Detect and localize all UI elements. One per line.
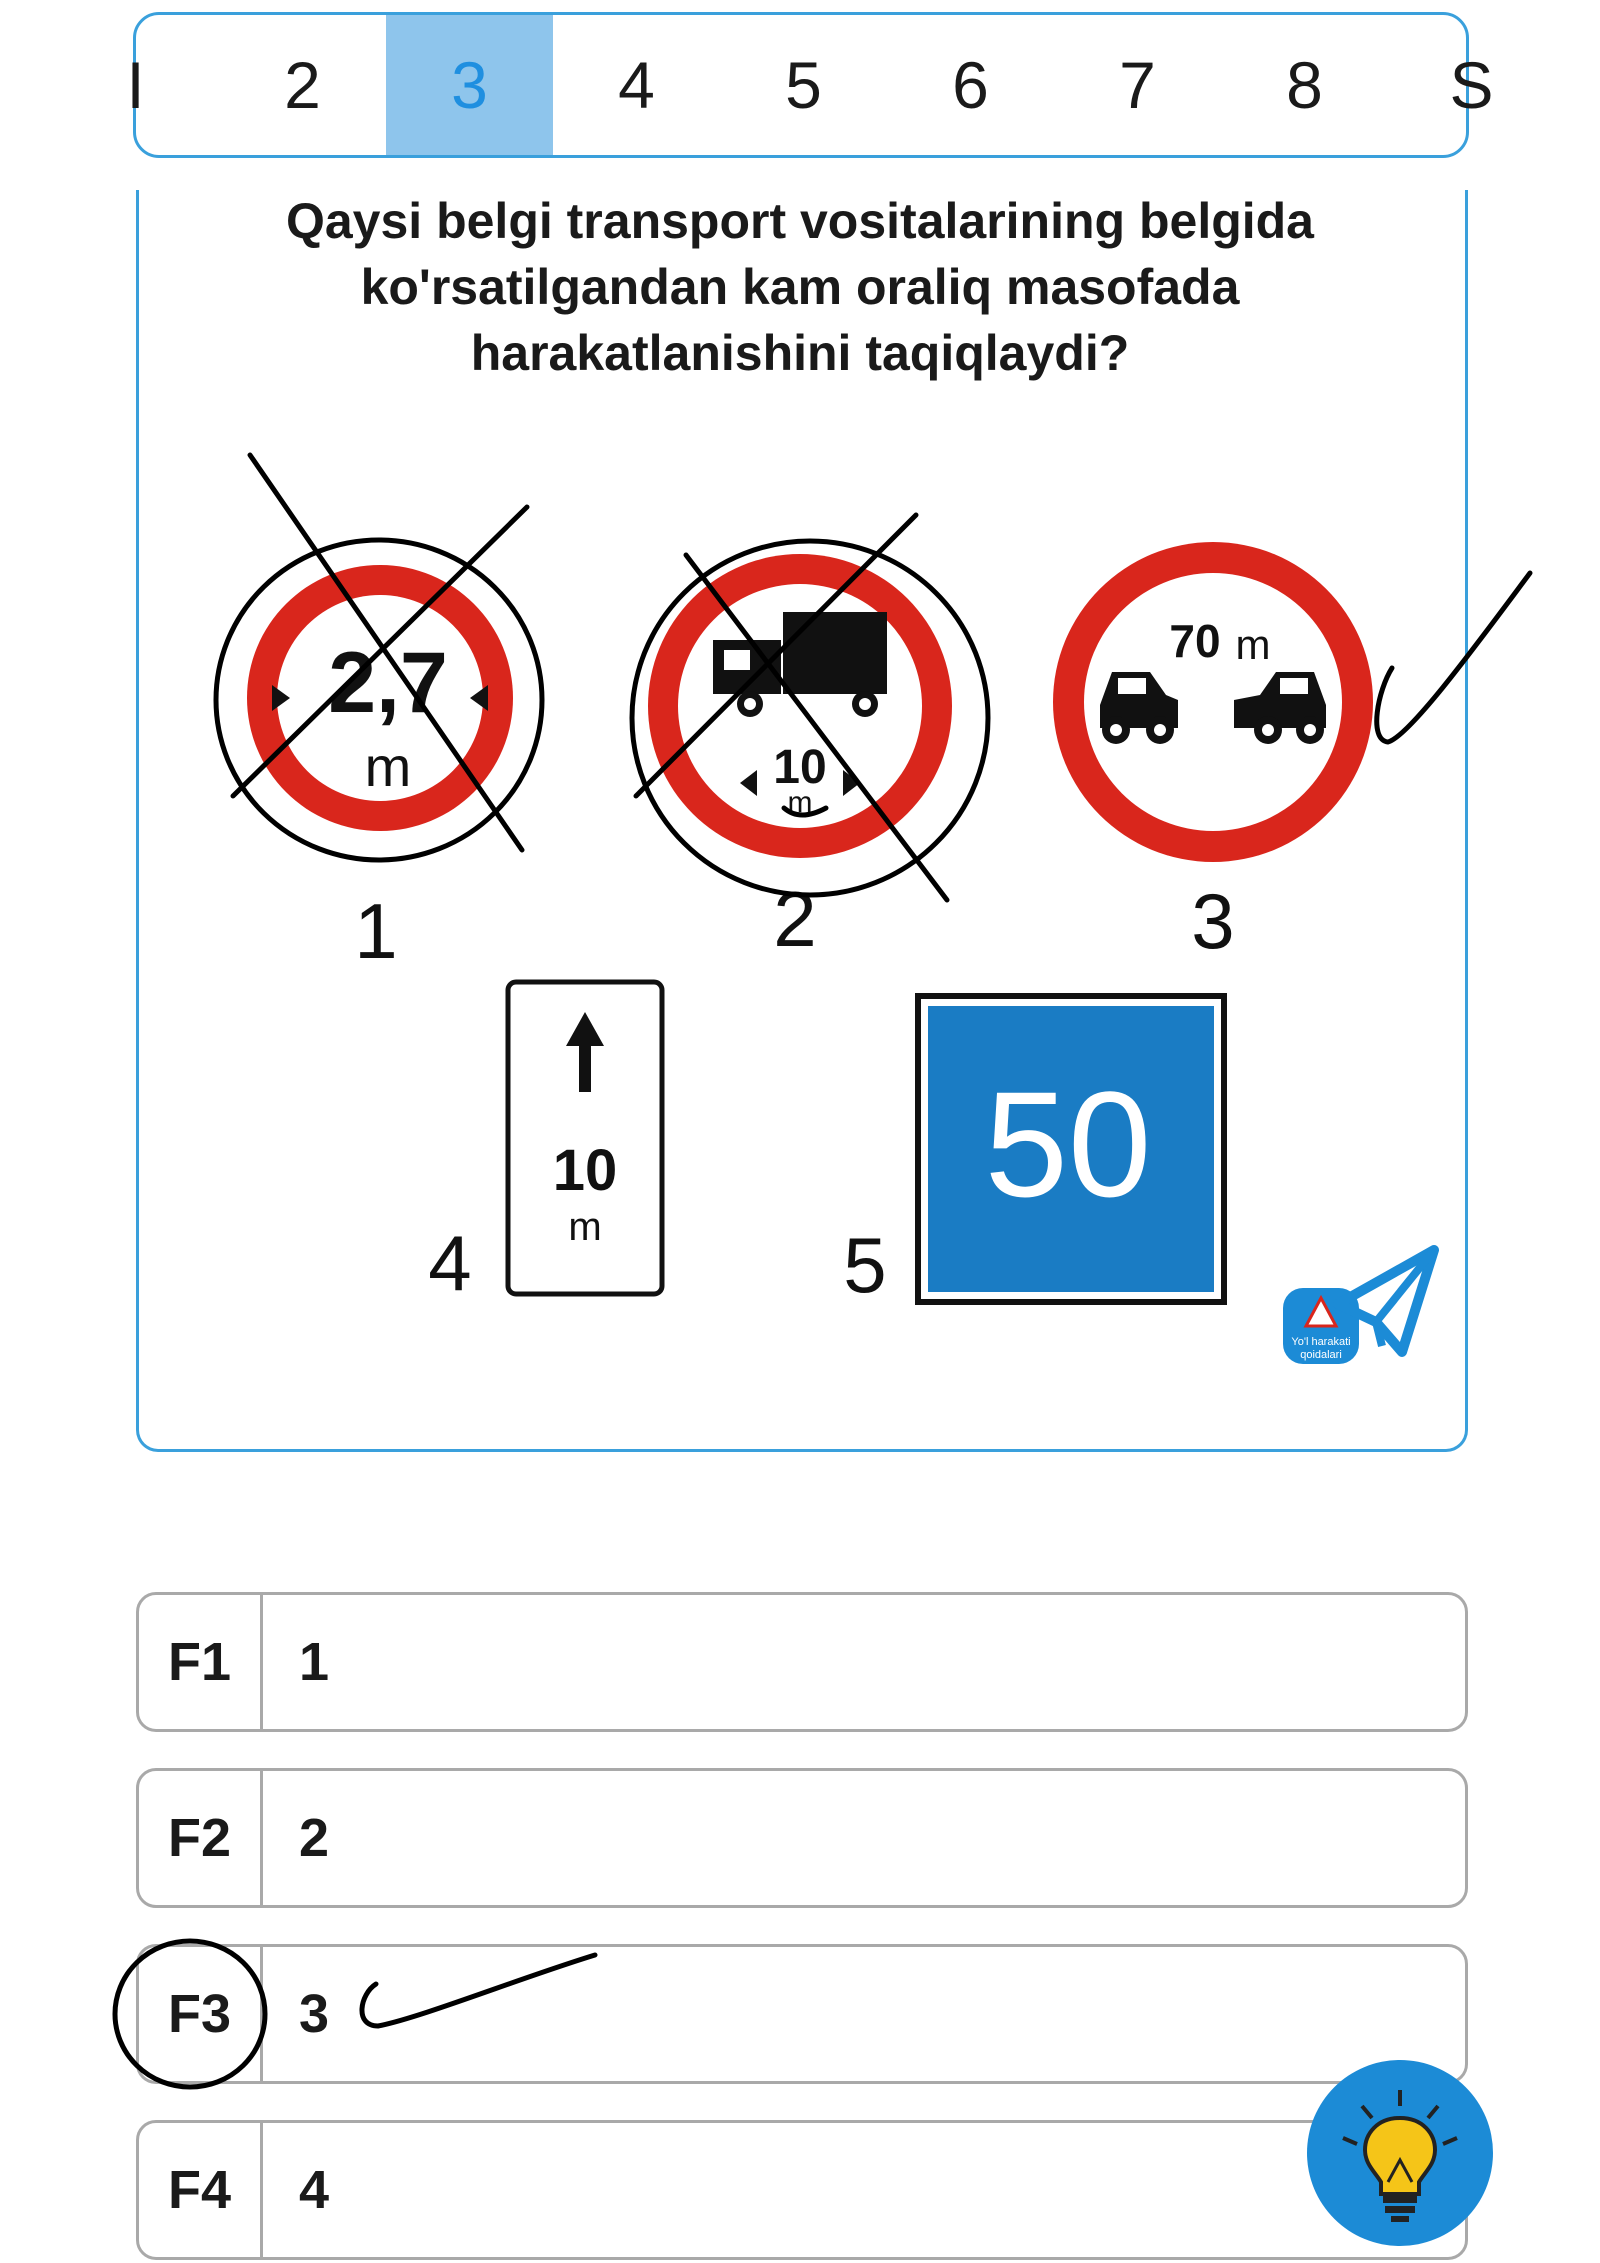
watermark-line-1: Yo'l harakati [1291, 1336, 1351, 1348]
lightbulb-icon [1307, 2060, 1493, 2246]
sign-3-unit: m [1235, 621, 1271, 668]
sign-1-value: 2,7 [328, 635, 448, 731]
tab-label: 5 [785, 48, 822, 122]
tab-label: 6 [952, 48, 989, 122]
sign-5-number: 5 [843, 1221, 887, 1309]
sign-4-distance-plate [508, 982, 662, 1294]
sign-5-value: 50 [984, 1060, 1152, 1228]
sign-2-value: 10 [773, 741, 827, 794]
tab-label: 4 [618, 48, 655, 122]
tab-label: 7 [1119, 48, 1156, 122]
sign-2-truck-distance [648, 554, 952, 858]
sign-1-number: 1 [354, 887, 398, 975]
question-line-1: Qaysi belgi transport vositalarining belgida [285, 193, 1314, 249]
sign-3-car-distance [1053, 542, 1373, 862]
watermark-line-2: qoidalari [1300, 1349, 1342, 1361]
sign-4-unit: m [568, 1205, 602, 1249]
sign-4-value: 10 [552, 1138, 618, 1203]
sign-1-unit: m [364, 735, 412, 798]
sign-3-value: 70 [1169, 615, 1221, 667]
answer-option-f4[interactable] [136, 2120, 1468, 2260]
tab-label: 8 [1286, 48, 1323, 122]
option-value: 1 [299, 1632, 330, 1692]
hint-button[interactable] [1307, 2060, 1493, 2246]
answer-option-f2[interactable] [136, 1768, 1468, 1908]
telegram-paper-plane-icon[interactable] [1286, 1242, 1446, 1372]
tab-label: 2 [284, 48, 321, 122]
option-value: 4 [299, 2160, 330, 2220]
option-value: 3 [299, 1984, 330, 2044]
tab-label: I [126, 48, 145, 122]
tab-label: S [1449, 48, 1494, 122]
option-key: F2 [139, 1771, 263, 1905]
option-value: 2 [299, 1808, 330, 1868]
question-line-2: ko'rsatilgandan kam oraliq masofada [360, 259, 1240, 315]
sign-5-blue-speed [918, 996, 1224, 1302]
option-key: F3 [139, 1947, 263, 2081]
sign-1-width-limit [247, 565, 513, 831]
option-key: F4 [139, 2123, 263, 2257]
tab-label: 3 [451, 48, 488, 122]
sign-4-number: 4 [428, 1219, 472, 1307]
answer-option-f1[interactable] [136, 1592, 1468, 1732]
option-key: F1 [139, 1595, 263, 1729]
sign-3-number: 3 [1191, 877, 1235, 965]
question-line-3: harakatlanishini taqiqlaydi? [470, 325, 1130, 381]
answer-option-f3[interactable] [136, 1944, 1468, 2084]
sign-2-number: 2 [773, 875, 817, 963]
sign-2-unit: m [787, 786, 813, 819]
